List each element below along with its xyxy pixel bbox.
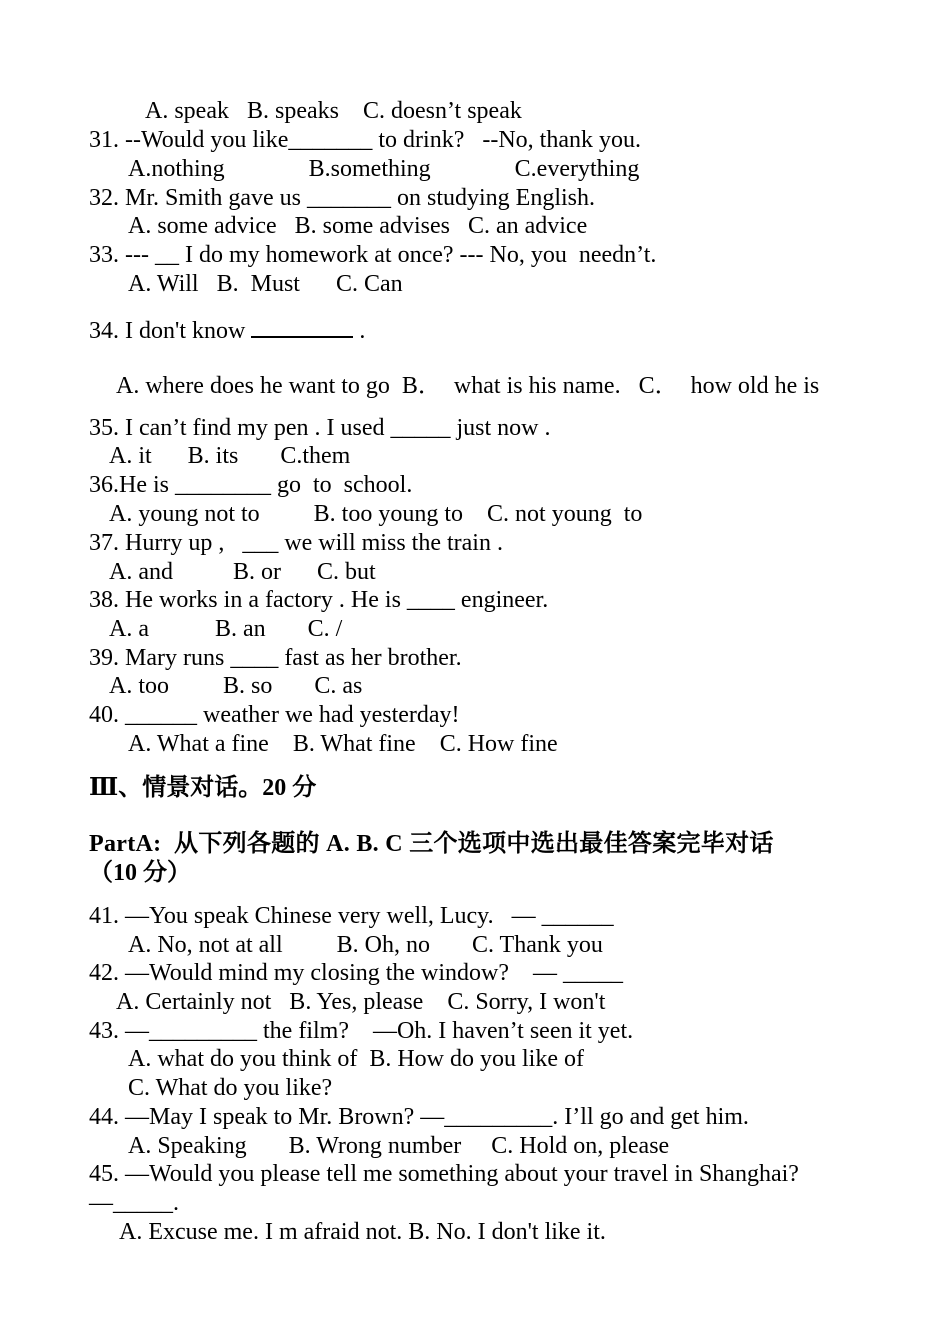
q33-question: 33. --- __ I do my homework at once? --- No, you needn’t. (89, 242, 657, 268)
answer-blank (251, 314, 353, 338)
q45-answer-blank: —_____. (89, 1190, 179, 1216)
q37-question: 37. Hurry up , ___ we will miss the train . (89, 530, 503, 556)
q38-options: A. a B. an C. / (109, 616, 343, 642)
q41-options: A. No, not at all B. Oh, no C. Thank you (128, 932, 603, 958)
q36-question: 36.He is ________ go to school. (89, 472, 413, 498)
q30-options: A. speak B. speaks C. doesn’t speak (145, 98, 522, 124)
q34-text: 34. I don't know (89, 318, 252, 344)
q43-question: 43. —_________ the film? —Oh. I haven’t seen it yet. (89, 1018, 634, 1044)
q36-options: A. young not to B. too young to C. not young to (109, 501, 643, 527)
q44-question: 44. —May I speak to Mr. Brown? —_________. I’ll go and get him. (89, 1104, 749, 1130)
q32-options: A. some advice B. some advises C. an advice (128, 213, 588, 239)
q34-end: . (353, 318, 366, 344)
q42-question: 42. —Would mind my closing the window? — _____ (89, 960, 624, 986)
q39-options: A. too B. so C. as (109, 673, 363, 699)
q45-options: A. Excuse me. I m afraid not. B. No. I don't like it. (119, 1219, 606, 1245)
q34-question (89, 314, 365, 346)
q34-options: A. where does he want to go B． what is his name. C． how old he is (116, 373, 820, 399)
q37-options: A. and B. or C. but (109, 559, 376, 585)
q45-question: 45. —Would you please tell me something about your travel in Shanghai? (89, 1161, 799, 1187)
q42-options: A. Certainly not B. Yes, please C. Sorry, I won't (116, 989, 606, 1015)
q32-question: 32. Mr. Smith gave us _______ on studying English. (89, 185, 596, 211)
q43-options-ab: A. what do you think of B. How do you like of (128, 1046, 584, 1072)
q40-options: A. What a fine B. What fine C. How fine (128, 731, 558, 757)
q44-options: A. Speaking B. Wrong number C. Hold on, please (128, 1133, 670, 1159)
part-a-score: （10 分） (89, 860, 191, 886)
q35-question: 35. I can’t find my pen . I used _____ just now . (89, 415, 551, 441)
section-heading: Ⅲ、情景对话。20 分 (89, 775, 317, 801)
q39-question: 39. Mary runs ____ fast as her brother. (89, 645, 462, 671)
q41-question: 41. —You speak Chinese very well, Lucy. — ______ (89, 903, 614, 929)
part-a-heading: PartA: 从下列各题的 A. B. C 三个选项中选出最佳答案完毕对话 (89, 831, 774, 857)
q33-options: A. Will B. Must C. Can (128, 271, 403, 297)
q43-option-c: C. What do you like? (128, 1075, 333, 1101)
q31-question: 31. --Would you like_______ to drink? --No, thank you. (89, 127, 641, 153)
q35-options: A. it B. its C.them (109, 443, 351, 469)
q31-options: A.nothing B.something C.everything (128, 156, 640, 182)
q40-question: 40. ______ weather we had yesterday! (89, 702, 460, 728)
q38-question: 38. He works in a factory . He is ____ engineer. (89, 587, 549, 613)
